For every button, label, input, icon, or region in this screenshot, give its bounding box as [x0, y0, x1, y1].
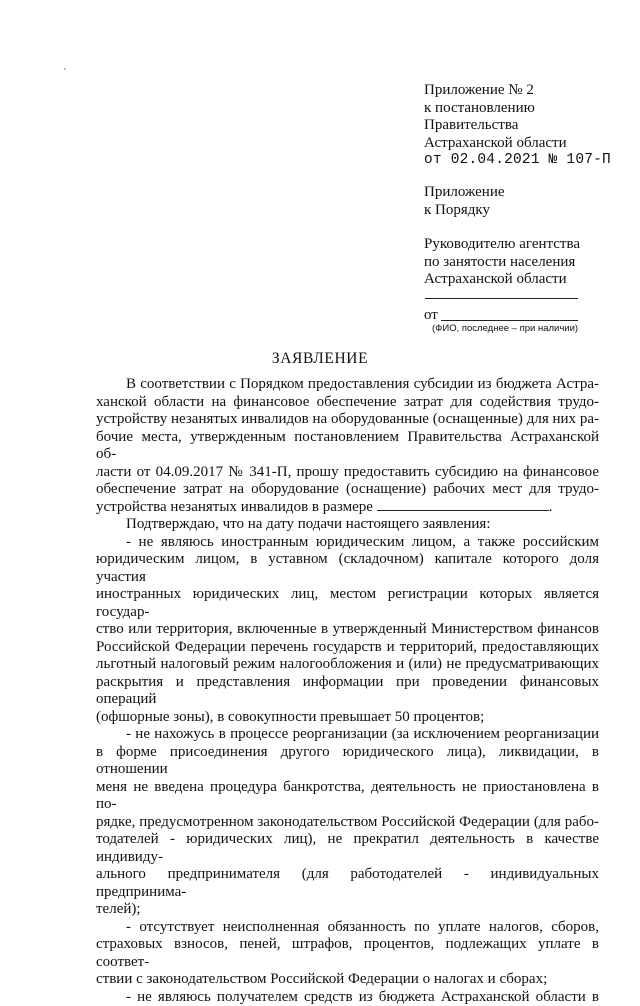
amount-line: [96, 499, 599, 517]
appendix-line: к Порядку: [424, 202, 505, 220]
body-line: меня не введена процедура банкротства, деятельность не приостановлена в по-: [96, 779, 599, 814]
body-line: ство или территория, включенные в утвержденный Министерством финансов: [96, 621, 599, 639]
scan-speck: [64, 68, 66, 70]
body-line: рядке, предусмотренном законодательством Российской Федерации (для рабо-: [96, 814, 599, 832]
body-line: обеспечение затрат на оборудование (оснащение) рабочих мест для трудо-: [96, 481, 599, 499]
header-line: к постановлению: [424, 100, 611, 118]
body-line: ласти от 04.09.2017 № 341-П, прошу предоставить субсидию на финансовое: [96, 464, 599, 482]
addressee-line: Руководителю агентства: [424, 236, 580, 254]
header-line: Астраханской области: [424, 135, 611, 153]
body-line: юридическим лицом, в уставном (складочном) капитале которого доля участия: [96, 551, 599, 586]
from-label: от: [424, 307, 438, 324]
header-date-number: от 02.04.2021 № 107-П: [424, 152, 611, 170]
body-line: страховых взносов, пеней, штрафов, процентов, подлежащих уплате в соответ-: [96, 936, 599, 971]
body-line: льготный налоговый режим налогообложения и (или) не предусматривающих: [96, 656, 599, 674]
addressee-block: [424, 236, 580, 289]
body-line: раскрытия и представления информации при проведении финансовых операций: [96, 674, 599, 709]
body-line: ального предпринимателя (для работодателей - индивидуальных предпринима-: [96, 866, 599, 901]
body-line: - отсутствует неисполненная обязанность по уплате налогов, сборов,: [96, 919, 599, 937]
body-line: устройству незанятых инвалидов на оборудованные (оснащенные) для них ра-: [96, 411, 599, 429]
header-line: Приложение № 2: [424, 82, 611, 100]
body-line: тодателей - юридических лиц), не прекратил деятельность в качестве индивиду-: [96, 831, 599, 866]
statement-body: [96, 376, 599, 1006]
appendix-line: Приложение: [424, 184, 505, 202]
from-blank-line[interactable]: [441, 320, 578, 321]
body-line: Подтверждаю, что на дату подачи настоящего заявления:: [96, 516, 599, 534]
name-blank-line[interactable]: [425, 298, 578, 299]
body-line: Российской Федерации перечень государств и территорий, предоставляющих: [96, 639, 599, 657]
addressee-line: Астраханской области: [424, 271, 580, 289]
amount-end: .: [549, 499, 553, 515]
addressee-line: по занятости населения: [424, 254, 580, 272]
document-title: ЗАЯВЛЕНИЕ: [0, 350, 640, 368]
body-line: иностранных юридических лиц, местом регистрации которых является государ-: [96, 586, 599, 621]
amount-blank[interactable]: [377, 499, 549, 511]
body-line: - не нахожусь в процессе реорганизации (за исключением реорганизации: [96, 726, 599, 744]
body-line: В соответствии с Порядком предоставления субсидии из бюджета Астра-: [96, 376, 599, 394]
body-line: ханской области на финансовое обеспечение затрат для содействия трудо-: [96, 394, 599, 412]
body-line: телей);: [96, 901, 599, 919]
appendix-block: [424, 184, 505, 219]
body-line: (офшорные зоны), в совокупности превышает 50 процентов;: [96, 709, 599, 727]
body-line: в форме присоединения другого юридического лица), ликвидации, в отношении: [96, 744, 599, 779]
header-line: Правительства: [424, 117, 611, 135]
body-line-text: устройства незанятых инвалидов в размере: [96, 499, 373, 515]
fio-caption: (ФИО, последнее – при наличии): [432, 323, 578, 334]
body-line: - не являюсь иностранным юридическим лицом, а также российским: [96, 534, 599, 552]
body-line: бочие места, утвержденным постановлением Правительства Астраханской об-: [96, 429, 599, 464]
body-line: - не являюсь получателем средств из бюджета Астраханской области в: [96, 989, 599, 1006]
body-line: ствии с законодательством Российской Федерации о налогах и сборах;: [96, 971, 599, 989]
approval-header: [424, 82, 611, 170]
